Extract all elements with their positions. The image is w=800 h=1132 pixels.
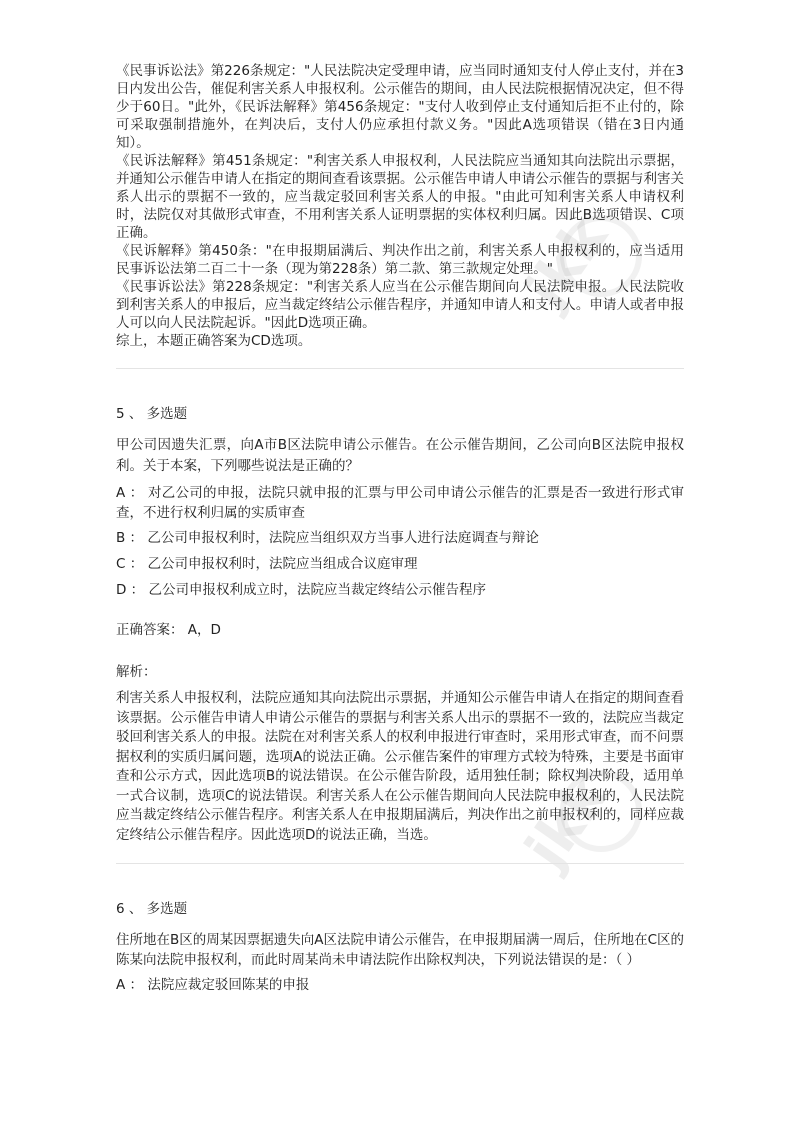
section-divider (116, 368, 684, 369)
analysis-paragraph: 《民诉解释》第450条："在申报期届满后、判决作出之前，利害关系人申报权利的，应当适用民事诉讼法第二百二十一条（现为第228条）第二款、第三款规定处理。" (116, 243, 684, 277)
question-6 (116, 900, 684, 994)
analysis-text: 利害关系人申报权利，法院应通知其向法院出示票据，并通知公示催告申请人在指定的期间查看该票据。公示催告申请人申请公示催告的票据与利害关系人出示的票据不一致的，法院应当裁定驳回利害关系人的申报。法院在对利害关系人的权利申报进行审查时，采用形式审查，而不问票据权利的实质归属问题，选项A的说法正确。公示催告案件的审理方式较为特殊，主要是书面审查和公示方式，因此选项B的说法错误。在公示催告阶段，适用独任制；除权判决阶段，适用单一式合议制，选项C的说法错误。利害关系人在公示催告期间向人民法院申报权利的，人民法院应当裁定终结公示催告程序。利害关系人在申报期届满后，判决作出之前申报权利的，同样应裁定终结公示催告程序。因此选项D的说法正确，当选。 (116, 690, 684, 843)
option-b: B ： 乙公司申报权利时，法院应当组织双方当事人进行法庭调查与辩论 (116, 530, 539, 546)
watermark: jkk (513, 765, 621, 880)
analysis-paragraph: 《民事诉讼法》第226条规定："人民法院决定受理申请，应当同时通知支付人停止支付，并在3日内发出公告，催促利害关系人申报权利。公示催告的期间，由人民法院根据情况决定，但不得少于60日。"此外，《民诉法解释》第456条规定："支付人收到停止支付通知后拒不止付的，除可采取强制措施外，在判决后，支付人仍应承担付款义务。"因此A选项错误（错在3日内通知）。 (116, 63, 684, 151)
option-a: A ： 对乙公司的申报，法院只就申报的汇票与甲公司申请公示催告的汇票是否一致进行形式审查，不进行权利归属的实质审查 (116, 485, 684, 521)
question-stem: 甲公司因遗失汇票，向A市B区法院申请公示催告。在公示催告期间，乙公司向B区法院申报权利。关于本案，下列哪些说法是正确的？ (116, 437, 684, 474)
analysis-paragraph: 《民事诉讼法》第228条规定："利害关系人应当在公示催告期间向人民法院申报。人民法院收到利害关系人的申报后，应当裁定终结公示催告程序，并通知申请人和支付人。申请人或者申报人可以向人民法院起诉。"因此D选项正确。 (116, 279, 684, 331)
option-c: C ： 乙公司申报权利时，法院应当组成合议庭审理 (116, 556, 418, 572)
correct-answer: 正确答案： A，D (116, 622, 221, 638)
section-divider (116, 863, 684, 864)
previous-analysis (116, 62, 684, 350)
watermark: jkk (513, 205, 621, 320)
analysis-conclusion: 综上，本题正确答案为CD选项。 (116, 333, 312, 349)
question-header: 5 、 多选题 (116, 406, 188, 422)
question-stem: 住所地在B区的周某因票据遗失向A区法院申请公示催告，在申报期届满一周后，住所地在C区的陈某向法院申报权利，而此时周某尚未申请法院作出除权判决，下列说法错误的是：（ ） (116, 932, 684, 968)
document-page (116, 62, 684, 994)
question-header: 6 、 多选题 (116, 901, 188, 917)
question-5 (116, 405, 684, 845)
analysis-paragraph: 《民诉法解释》第451条规定："利害关系人申报权利，人民法院应当通知其向法院出示票据，并通知公示催告申请人在指定的期间查看该票据。公示催告申请人申请公示催告的票据与利害关系人出示的票据不一致的，应当裁定驳回利害关系人的申报。"由此可知利害关系人申请权利时，法院仅对其做形式审查，不用利害关系人证明票据的实体权利归属。因此B选项错误、C项正确。 (116, 153, 684, 241)
option-a: A ： 法院应裁定驳回陈某的申报 (116, 977, 310, 993)
option-d: D ： 乙公司申报权利成立时，法院应当裁定终结公示催告程序 (116, 582, 486, 598)
analysis-label: 解析： (116, 664, 157, 680)
